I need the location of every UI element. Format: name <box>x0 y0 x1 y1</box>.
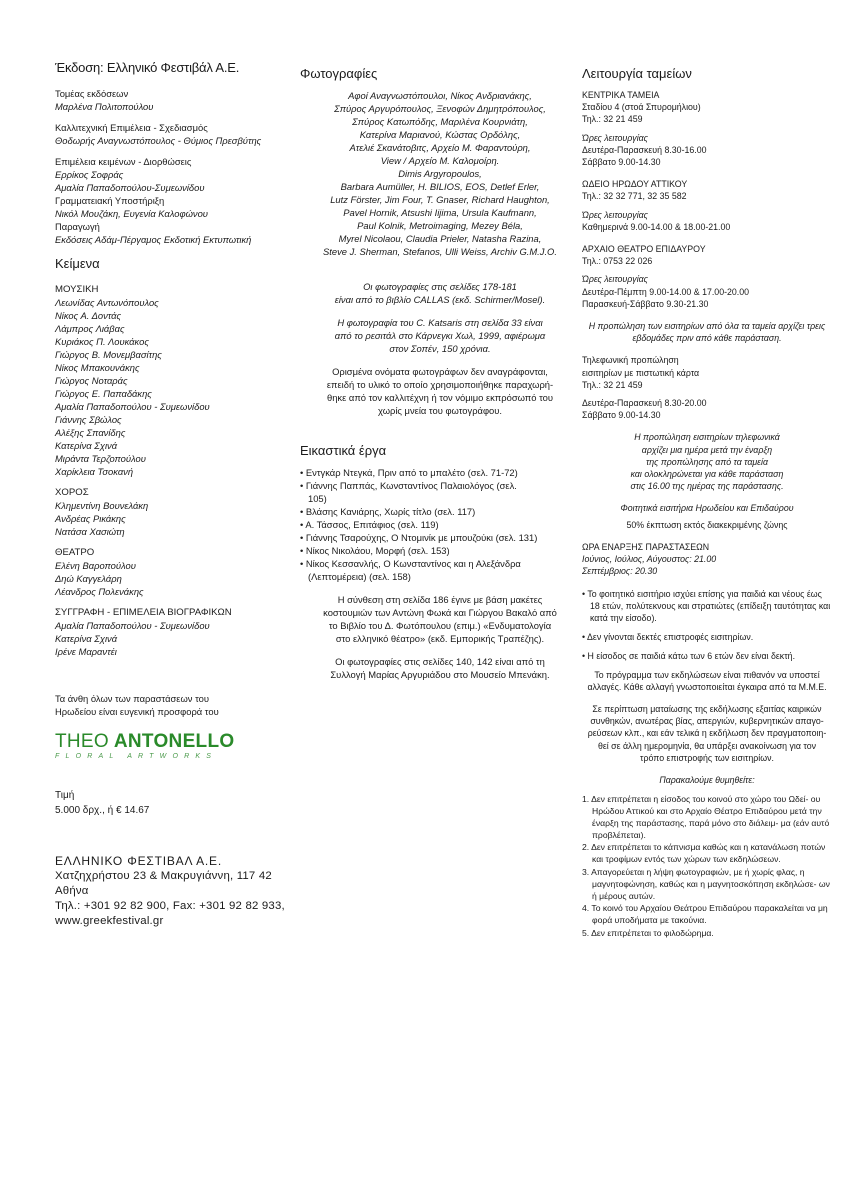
credit-label: Καλλιτεχνική Επιμέλεια - Σχεδιασμός <box>55 122 208 133</box>
price-label: Τιμή <box>55 790 75 801</box>
logo-tagline: FLORAL ARTWORKS <box>55 753 218 760</box>
list-item: • Γιάννης Τσαρούχης, Ο Ντομινίκ με μπουζούκι (σελ. 131) <box>300 532 538 543</box>
section-biographies <box>55 606 295 658</box>
author-name: Νατάσα Χασιώτη <box>55 526 125 537</box>
list-item: • Εντγκάρ Ντεγκά, Πριν από το μπαλέτο (σελ. 71-72) <box>300 467 518 478</box>
photo-credit-line: Κατερίνα Μαριανού, Κώστας Ορδόλης, <box>359 129 521 140</box>
photos-heading: Φωτογραφίες <box>300 66 378 81</box>
note-line: στον Σοπέν, 150 χρόνια. <box>389 343 491 354</box>
note-line: 50% έκπτωση εκτός διακεκριμένης ζώνης <box>626 519 788 530</box>
note-line: Η προπώληση εισιτηρίων τηλεφωνικά <box>634 432 780 443</box>
photo-credit-line: Σπύρος Κατωπόδης, Μαριλένα Κουρνιάτη, <box>352 116 528 127</box>
note-line: επειδή το υλικό το οποίο χρησιμοποιήθηκε παραχωρή- <box>326 379 554 390</box>
photo-credit-line: View / Αρχείο Μ. Καλομοίρη. <box>380 155 500 166</box>
presale-line: εισιτηρίων με πιστωτική κάρτα <box>582 367 700 378</box>
section-theatre <box>55 546 295 598</box>
list-item: 1. Δεν επιτρέπεται η είσοδος του κοινού στο χώρο του Ωδεί- ου Ηρώδου Αττικού και στο Αρχαίο Θέατρο Επιδαύρου μετά την έναρξη της παράστασης, παρά μόνο στο διάλειμ- μα (εάν αυτό προβλέπεται). <box>582 794 830 840</box>
note-line: από το ρεσιτάλ στο Κάρνεγκι Χωλ, 1999, αφιέρωμα <box>334 330 546 341</box>
list-item: 2. Δεν επιτρέπεται το κάπνισμα καθώς και η κατανάλωση ποτών και τροφίμων εντός των χώρων των εκδηλώσεων. <box>582 842 826 865</box>
bullet-note: • Το φοιτητικό εισιτήριο ισχύει επίσης για παιδιά και νέους έως 18 ετών, πολύτεκνους και στρατιώτες (επίδειξη ταυτότητας και κατά την είσοδο). <box>582 588 831 623</box>
artworks-heading: Εικαστικά έργα <box>300 443 387 458</box>
hours-label: Ώρες λειτουργίας <box>582 132 648 143</box>
photo-credit-line: Barbara Aumüller, H. BILIOS, EOS, Detlef Erler, <box>340 181 540 192</box>
hours-line: Δευτέρα-Πέμπτη 9.00-14.00 & 17.00-20.00 <box>582 286 750 297</box>
credit-label: Επιμέλεια κειμένων - Διορθώσεις <box>55 156 192 167</box>
author-name: Δηώ Καγγελάρη <box>55 573 122 584</box>
photo-credit-line: Myrel Nicolaou, Claudia Prieler, Natasha Razina, <box>338 233 542 244</box>
start-times <box>582 541 832 578</box>
author-name: Κλημεντίνη Βουνελάκη <box>55 500 149 511</box>
author-name: Αμαλία Παπαδοπούλου - Συμεωνίδου <box>55 401 210 412</box>
cancellation-note <box>582 703 832 764</box>
phone-presale-note <box>582 431 832 492</box>
bullet-note: • Δεν γίνονται δεκτές επιστροφές εισιτηρίων. <box>582 631 754 642</box>
credit-name: Μαρλένα Πολιτοπούλου <box>55 101 154 112</box>
credit-name: Νικόλ Μουζάκη, Ευγενία Καλοφώνου <box>55 208 208 219</box>
photo-credit-line: Paul Kolnik, Metroimaging, Mezey Béla, <box>357 220 523 231</box>
festival-name: ΕΛΛΗΝΙΚΟ ΦΕΣΤΙΒΑΛ Α.Ε. <box>55 854 222 868</box>
logo-word: THEO <box>55 731 109 752</box>
author-name: Χαρίκλεια Τσοκανή <box>55 466 134 477</box>
list-item: • Νίκος Κεσσανλής, Ο Κωνσταντίνος και η Αλεξάνδρα (Λεπτομέρεια) (σελ. 158) <box>300 558 521 582</box>
note-line: τρόπο επιστροφής των εισιτηρίων. <box>640 752 774 763</box>
festival-contact <box>55 854 295 929</box>
rules-list <box>582 794 832 940</box>
note-line: το Βιβλίο του Δ. Φωτόπουλου (επιμ.) «Ενδυματολογία <box>328 620 552 631</box>
presale-line: Τηλεφωνική προπώληση <box>582 355 679 366</box>
photo-credits <box>300 89 580 258</box>
note-callas <box>300 280 580 306</box>
author-name: Λεωνίδας Αντωνόπουλος <box>55 297 159 308</box>
epidavros-box-office <box>582 243 832 310</box>
section-heading: ΜΟΥΣΙΚΗ <box>55 284 99 295</box>
photos-column <box>300 60 580 691</box>
flowers-line: Τα άνθη όλων των παραστάσεων του <box>55 693 210 704</box>
photo-credit-line: Pavel Hornik, Atsushi Iijima, Ursula Kaufmann, <box>343 207 537 218</box>
list-item: • Νίκος Νικολάου, Μορφή (σελ. 153) <box>300 545 450 556</box>
note-line: στο ελληνικό θέατρο» (εκδ. Εμπορικής Τραπέζης). <box>335 633 545 644</box>
author-name: Γιώργος Β. Μονεμβασίτης <box>55 349 162 360</box>
note-line: εβδομάδες πριν από κάθε παράσταση. <box>632 333 782 344</box>
theo-antonello-logo <box>55 732 295 760</box>
author-name: Λάμπρος Λιάβας <box>55 323 125 334</box>
box-office-heading: Λειτουργία ταμείων <box>582 66 692 81</box>
reminder-heading: Παρακαλούμε θυμηθείτε: <box>659 774 755 785</box>
credit-label: Παραγωγή <box>55 221 100 232</box>
bullet-note: • Η είσοδος σε παιδιά κάτω των 6 ετών δεν είναι δεκτή. <box>582 650 796 661</box>
flowers-line: Ηρωδείου είναι ευγενική προσφορά του <box>55 706 219 717</box>
photo-credit-line: Σπύρος Αργυρόπουλος, Ξενοφών Δημητρόπουλος, <box>334 103 546 114</box>
section-heading: ΣΥΓΓΡΑΦΗ - ΕΠΙΜΕΛΕΙΑ ΒΙΟΓΡΑΦΙΚΩΝ <box>55 607 232 618</box>
start-title: ΩΡΑ ΕΝΑΡΞΗΣ ΠΑΡΑΣΤΑΣΕΩΝ <box>582 541 710 552</box>
credits-column <box>55 60 295 929</box>
credit-block-design <box>55 121 295 147</box>
note-line: Φοιτητικά εισιτήρια Ηρωδείου και Επιδαύρου <box>620 503 794 514</box>
section-dance <box>55 486 295 538</box>
festival-website: www.greekfestival.gr <box>55 915 164 927</box>
hours-line: Δευτέρα-Παρασκευή 8.30-16.00 <box>582 144 707 155</box>
author-name: Κατερίνα Σχινά <box>55 633 118 644</box>
note-line: Η προπώληση των εισιτηρίων από όλα τα ταμεία αρχίζει τρεις <box>588 321 826 332</box>
author-name: Ιρένε Μαραντέι <box>55 646 117 657</box>
office-title: ΑΡΧΑΙΟ ΘΕΑΤΡΟ ΕΠΙΔΑΥΡΟΥ <box>582 244 706 255</box>
note-line: Συλλογή Μαρίας Αργυριάδου στο Μουσείο Μπενάκη. <box>330 669 550 680</box>
author-name: Γιώργος Ε. Παπαδάκης <box>55 388 152 399</box>
note-line: είναι από το βιβλίο CALLAS (εκδ. Schirmer/Mosel). <box>334 294 546 305</box>
note-line: χωρίς μνεία του φωτογράφου. <box>378 405 502 416</box>
credit-label: Γραμματειακή Υποστήριξη <box>55 195 165 206</box>
author-name: Ελένη Βαροπούλου <box>55 560 136 571</box>
festival-phone: Τηλ.: +301 92 82 900, Fax: +301 92 82 933, <box>55 900 285 912</box>
note-line: Σε περίπτωση ματαίωσης της εκδήλωσης εξαιτίας καιρικών <box>592 703 822 714</box>
office-address: Σταδίου 4 (στοά Σπυρομήλιου) <box>582 102 701 113</box>
office-phone: Τηλ.: 0753 22 026 <box>582 256 653 267</box>
hours-line: Δευτέρα-Παρασκευή 8.30-20.00 <box>582 398 707 409</box>
credit-label: Τομέας εκδόσεων <box>55 88 129 99</box>
section-heading: ΘΕΑΤΡΟ <box>55 547 95 558</box>
office-title: ΚΕΝΤΡΙΚΑ ΤΑΜΕΙΑ <box>582 90 660 100</box>
author-name: Μιράντα Τερζοπούλου <box>55 453 146 464</box>
credit-block-editing <box>55 155 295 246</box>
note-line: Το πρόγραμμα των εκδηλώσεων είναι πιθανόν να υποστεί <box>594 669 820 680</box>
note-line: αρχίζει μια ημέρα μετά την έναρξη <box>641 444 773 455</box>
hours-line: Καθημερινά 9.00-14.00 & 18.00-21.00 <box>582 221 731 232</box>
note-line: ρεύσεων κλπ., και εάν τελικά η εκδήλωση δεν πραγματοποιη- <box>587 728 827 739</box>
note-line: Ορισμένα ονόματα φωτογράφων δεν αναγράφονται, <box>332 366 548 377</box>
photo-credit-line: Dimis Argyropoulos, <box>398 168 482 179</box>
list-item: 5. Δεν επιτρέπεται το φιλοδώρημα. <box>582 927 714 938</box>
note-line: συνθηκών, ανωτέρας βίας, απεργιών, κυβερνητικών απαγο- <box>590 716 824 727</box>
list-item: 4. Το κοινό του Αρχαίου Θεάτρου Επιδαύρου παρακαλείται να μη φορά υποδήματα με τακούνια. <box>582 903 828 926</box>
credit-name: Θοδωρής Αναγνωστόπουλος - Θύμιος Πρεσβύτης <box>55 135 262 146</box>
note-line: Η σύνθεση στη σελίδα 186 έγινε με βάση μακέτες <box>337 594 543 605</box>
note-line: κοστουμιών των Αντώνη Φωκά και Γιώργου Βακαλό από <box>323 607 557 618</box>
author-name: Γιάννης Σβώλος <box>55 414 122 425</box>
hours-line: Σάββατο 9.00-14.30 <box>582 157 661 168</box>
author-name: Γιώργος Νοταράς <box>55 375 128 386</box>
office-phone: Τηλ.: 32 32 771, 32 35 582 <box>582 191 687 202</box>
hours-line: Παρασκευή-Σάββατο 9.30-21.30 <box>582 298 709 309</box>
artworks-list <box>300 466 580 583</box>
office-phone: Τηλ.: 32 21 459 <box>582 114 643 125</box>
note-photographers <box>300 365 580 417</box>
note-line: θεί σε άλλη ημερομηνία, θα υπάρξει ανακοίνωση για τον <box>597 740 817 751</box>
author-name: Αλέξης Σπανίδης <box>55 427 126 438</box>
author-name: Λέανδρος Πολενάκης <box>55 586 144 597</box>
presale-note <box>582 320 832 344</box>
note-line: Οι φωτογραφίες στις σελίδες 178-181 <box>363 281 517 292</box>
list-item: • Γιάννης Παππάς, Κωνσταντίνος Παλαιολόγος (σελ. 105) <box>300 480 517 504</box>
note-line: αλλαγές. Κάθε αλλαγή γνωστοποιείται έγκαιρα από τα Μ.Μ.Ε. <box>587 681 827 692</box>
hours-label: Ώρες λειτουργίας <box>582 274 648 285</box>
presale-phone: Τηλ.: 32 21 459 <box>582 379 643 390</box>
note-line: της προπώλησης από τα ταμεία <box>645 456 769 467</box>
hours-label: Ώρες λειτουργίας <box>582 209 648 220</box>
start-line: Σεπτέμβριος: 20.30 <box>582 566 658 577</box>
price-value: 5.000 δρχ., ή € 14.67 <box>55 805 150 816</box>
credit-name: Αμαλία Παπαδοπούλου-Συμεωνίδου <box>55 182 205 193</box>
section-music <box>55 283 295 478</box>
list-item: • Βλάσης Κανιάρης, Χωρίς τίτλο (σελ. 117) <box>300 506 476 517</box>
logo-word: ANTONELLO <box>113 731 235 752</box>
author-name: Αμαλία Παπαδοπούλου - Συμεωνίδου <box>55 620 210 631</box>
section-heading: ΧΟΡΟΣ <box>55 487 89 498</box>
start-line: Ιούνιος, Ιούλιος, Αύγουστος: 21.00 <box>582 554 717 565</box>
central-box-office <box>582 89 832 168</box>
box-office-column <box>582 60 832 941</box>
student-discount <box>582 502 832 530</box>
office-title: ΩΔΕΙΟ ΗΡΩΔΟΥ ΑΤΤΙΚΟΥ <box>582 179 688 190</box>
photo-credit-line: Lutz Förster, Jim Four, T. Gnaser, Richard Haughton, <box>330 194 550 205</box>
note-line: θηκε από τον καλλιτέχνη ή τον νόμιμο εκπρόσωπό του <box>327 392 553 403</box>
hours-line: Σάββατο 9.00-14.30 <box>582 410 661 421</box>
publisher-title: Έκδοση: Ελληνικό Φεστιβάλ Α.Ε. <box>55 60 240 75</box>
credit-name: Εκδόσεις Αδάμ-Πέργαμος Εκδοτική Εκτυπωτική <box>55 234 252 245</box>
photo-credit-line: Αφοί Αναγνωστόπουλοι, Νίκος Ανδριανάκης, <box>348 90 532 101</box>
phone-presale <box>582 354 832 421</box>
note-costumes <box>300 593 580 645</box>
odeio-box-office <box>582 178 832 233</box>
note-line: στις 16.00 της ημέρας της παράστασης. <box>630 481 784 492</box>
credit-block-publications <box>55 87 295 113</box>
festival-address: Χατζηχρήστου 23 & Μακρυγιάννη, 117 42 Αθήνα <box>55 870 272 897</box>
list-item: • Α. Τάσσος, Επιτάφιος (σελ. 119) <box>300 519 439 530</box>
credit-name: Ερρίκος Σοφράς <box>55 169 124 180</box>
list-item: 3. Απαγορεύεται η λήψη φωτογραφιών, με ή χωρίς φλας, η μαγνητοφώνηση, καθώς και η μαγνητοσκόπηση εκδηλώσε- ων ή μέρους αυτών. <box>582 866 830 901</box>
author-name: Κατερίνα Σχινά <box>55 440 118 451</box>
flowers-note <box>55 692 295 718</box>
photo-credit-line: Ατελιέ Σκανάτοβιτς, Αρχείο Μ. Φαραντούρη, <box>349 142 531 153</box>
note-line: Οι φωτογραφίες στις σελίδες 140, 142 είναι από τη <box>335 656 545 667</box>
program-note <box>582 669 832 693</box>
price-block <box>55 788 295 818</box>
author-name: Νίκος Α. Δοντάς <box>55 310 122 321</box>
note-line: και ολοκληρώνεται για κάθε παράσταση <box>630 469 784 480</box>
texts-heading: Κείμενα <box>55 256 100 271</box>
note-benaki <box>300 655 580 681</box>
note-katsaris <box>300 316 580 355</box>
author-name: Νίκος Μπακουνάκης <box>55 362 140 373</box>
author-name: Ανδρέας Ρικάκης <box>55 513 126 524</box>
note-line: Η φωτογραφία του C. Katsaris στη σελίδα 33 είναι <box>337 317 543 328</box>
author-name: Κυριάκος Π. Λουκάκος <box>55 336 149 347</box>
photo-credit-line: Steve J. Sherman, Stefanos, Ulli Weiss, Archiv G.M.J.O. <box>323 246 557 257</box>
